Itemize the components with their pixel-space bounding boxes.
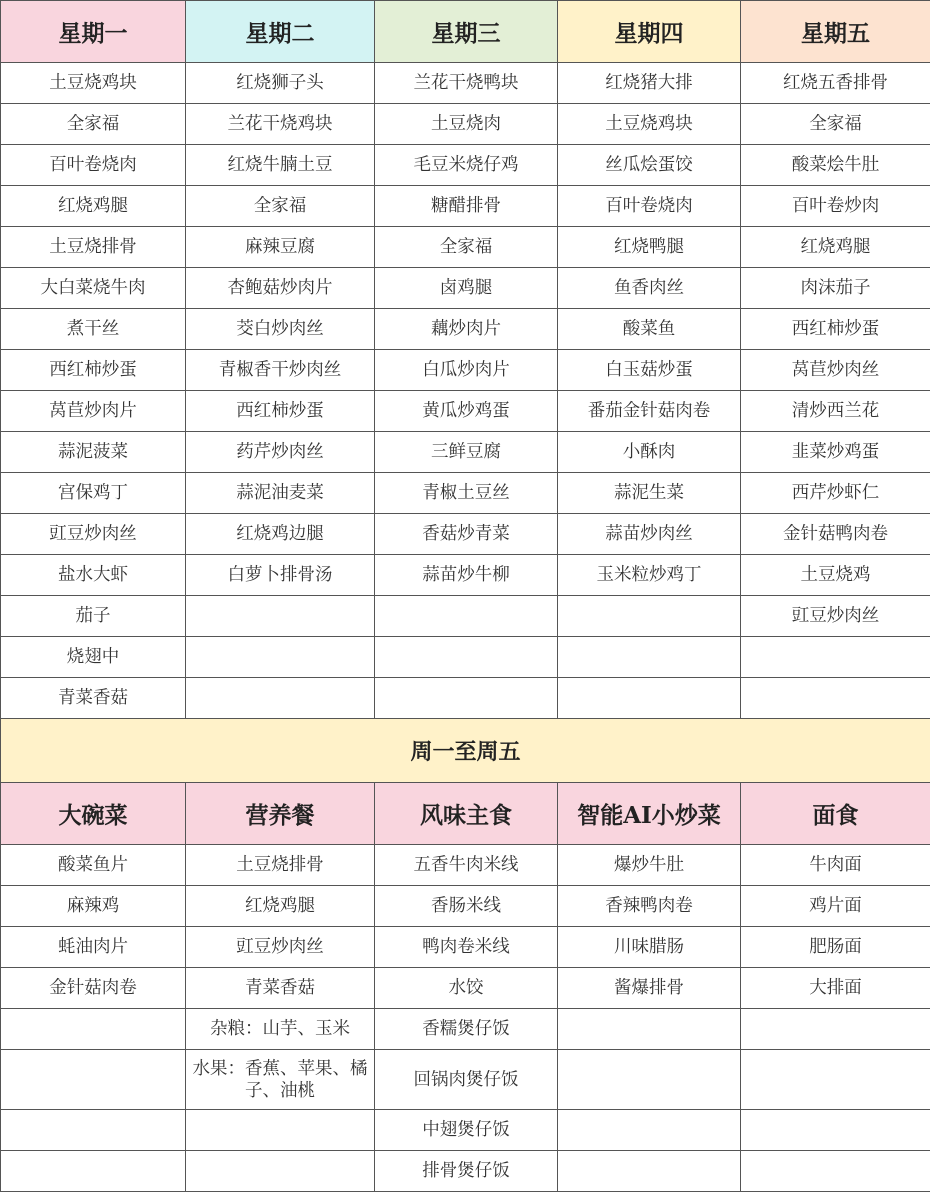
menu-item: 土豆烧鸡块 <box>558 104 741 145</box>
menu-item <box>186 596 375 637</box>
menu-item <box>186 1110 375 1151</box>
weekly-row <box>1 186 930 227</box>
menu-item <box>558 678 741 719</box>
weekly-row <box>1 555 930 596</box>
menu-item: 土豆烧肉 <box>375 104 558 145</box>
menu-item: 水饺 <box>375 968 558 1009</box>
menu-item: 大排面 <box>741 968 930 1009</box>
menu-item: 豇豆炒肉丝 <box>741 596 930 637</box>
menu-item: 鸭肉卷米线 <box>375 927 558 968</box>
menu-item: 卤鸡腿 <box>375 268 558 309</box>
banner-row <box>1 719 930 783</box>
menu-item: 青椒土豆丝 <box>375 473 558 514</box>
menu-item <box>741 1151 930 1192</box>
menu-item: 蒜泥油麦菜 <box>186 473 375 514</box>
weekly-row <box>1 145 930 186</box>
weekly-row <box>1 473 930 514</box>
menu-item: 蒜苗炒牛柳 <box>375 555 558 596</box>
menu-item: 酱爆排骨 <box>558 968 741 1009</box>
menu-item: 西红柿炒蛋 <box>741 309 930 350</box>
weekly-row <box>1 350 930 391</box>
weekly-row <box>1 227 930 268</box>
menu-item: 香肠米线 <box>375 886 558 927</box>
menu-item: 金针菇肉卷 <box>1 968 186 1009</box>
weekly-row <box>1 514 930 555</box>
menu-item <box>186 1151 375 1192</box>
menu-item: 杂粮：山芋、玉米 <box>186 1009 375 1050</box>
menu-item: 白萝卜排骨汤 <box>186 555 375 596</box>
menu-item: 金针菇鸭肉卷 <box>741 514 930 555</box>
menu-item <box>375 637 558 678</box>
weekly-row <box>1 104 930 145</box>
menu-item: 回锅肉煲仔饭 <box>375 1050 558 1110</box>
daily-row <box>1 1009 930 1050</box>
weekly-header-row <box>1 1 930 63</box>
menu-item <box>1 1110 186 1151</box>
banner-section <box>1 719 930 845</box>
menu-item: 韭菜炒鸡蛋 <box>741 432 930 473</box>
menu-item: 五香牛肉米线 <box>375 845 558 886</box>
menu-item: 蒜泥菠菜 <box>1 432 186 473</box>
menu-item: 麻辣鸡 <box>1 886 186 927</box>
header-thursday: 星期四 <box>558 1 741 63</box>
menu-item: 蚝油肉片 <box>1 927 186 968</box>
header-ai-stir-fry: 智能AI小炒菜 <box>558 783 741 845</box>
menu-item: 莴苣炒肉片 <box>1 391 186 432</box>
menu-item <box>558 637 741 678</box>
menu-item: 红烧鸡腿 <box>186 886 375 927</box>
menu-item <box>1 1151 186 1192</box>
menu-item: 肉沫茄子 <box>741 268 930 309</box>
weekly-row <box>1 596 930 637</box>
menu-item: 排骨煲仔饭 <box>375 1151 558 1192</box>
menu-item: 酸菜鱼片 <box>1 845 186 886</box>
menu-item: 宫保鸡丁 <box>1 473 186 514</box>
daily-header-row <box>1 783 930 845</box>
menu-item: 红烧鸡腿 <box>1 186 186 227</box>
menu-item <box>741 1110 930 1151</box>
menu-item: 茭白炒肉丝 <box>186 309 375 350</box>
weekly-body <box>1 63 930 719</box>
menu-item: 青椒香干炒肉丝 <box>186 350 375 391</box>
menu-item: 香糯煲仔饭 <box>375 1009 558 1050</box>
daily-body <box>1 845 930 1192</box>
menu-item: 杏鲍菇炒肉片 <box>186 268 375 309</box>
menu-item: 百叶卷烧肉 <box>558 186 741 227</box>
menu-item: 丝瓜烩蛋饺 <box>558 145 741 186</box>
header-noodles: 面食 <box>741 783 930 845</box>
daily-row <box>1 1050 930 1110</box>
section-banner: 周一至周五 <box>1 719 930 783</box>
menu-item: 煮干丝 <box>1 309 186 350</box>
menu-item: 鸡片面 <box>741 886 930 927</box>
menu-item: 西芹炒虾仁 <box>741 473 930 514</box>
menu-item: 红烧猪大排 <box>558 63 741 104</box>
weekly-row <box>1 678 930 719</box>
menu-item: 糖醋排骨 <box>375 186 558 227</box>
weekly-row <box>1 63 930 104</box>
menu-item: 麻辣豆腐 <box>186 227 375 268</box>
menu-item: 中翅煲仔饭 <box>375 1110 558 1151</box>
menu-item: 大白菜烧牛肉 <box>1 268 186 309</box>
menu-item: 红烧五香排骨 <box>741 63 930 104</box>
menu-item: 药芹炒肉丝 <box>186 432 375 473</box>
weekly-row <box>1 391 930 432</box>
menu-item: 土豆烧鸡 <box>741 555 930 596</box>
menu-item: 西红柿炒蛋 <box>1 350 186 391</box>
menu-item: 土豆烧排骨 <box>1 227 186 268</box>
daily-row <box>1 886 930 927</box>
menu-item: 茄子 <box>1 596 186 637</box>
menu-item: 西红柿炒蛋 <box>186 391 375 432</box>
menu-item: 百叶卷炒肉 <box>741 186 930 227</box>
daily-row <box>1 968 930 1009</box>
menu-item: 白瓜炒肉片 <box>375 350 558 391</box>
menu-item: 鱼香肉丝 <box>558 268 741 309</box>
weekly-section <box>1 1 930 63</box>
menu-item <box>375 596 558 637</box>
daily-row <box>1 845 930 886</box>
menu-item: 莴苣炒肉丝 <box>741 350 930 391</box>
menu-item: 兰花干烧鸡块 <box>186 104 375 145</box>
menu-item: 香辣鸭肉卷 <box>558 886 741 927</box>
header-tuesday: 星期二 <box>186 1 375 63</box>
menu-item: 爆炒牛肚 <box>558 845 741 886</box>
menu-item <box>375 678 558 719</box>
menu-item <box>741 1009 930 1050</box>
menu-item <box>558 1009 741 1050</box>
menu-item: 水果：香蕉、苹果、橘子、油桃 <box>186 1050 375 1110</box>
menu-item: 红烧牛腩土豆 <box>186 145 375 186</box>
menu-item: 小酥肉 <box>558 432 741 473</box>
menu-item: 百叶卷烧肉 <box>1 145 186 186</box>
menu-item: 川味腊肠 <box>558 927 741 968</box>
menu-item: 藕炒肉片 <box>375 309 558 350</box>
menu-item <box>1 1050 186 1110</box>
menu-item <box>186 678 375 719</box>
menu-item: 酸菜烩牛肚 <box>741 145 930 186</box>
weekly-row <box>1 268 930 309</box>
header-flavor-staple: 风味主食 <box>375 783 558 845</box>
menu-item <box>558 1151 741 1192</box>
menu-item: 红烧鸡边腿 <box>186 514 375 555</box>
menu-item <box>558 1110 741 1151</box>
header-big-bowl: 大碗菜 <box>1 783 186 845</box>
daily-row <box>1 1110 930 1151</box>
menu-item: 香菇炒青菜 <box>375 514 558 555</box>
menu-item: 兰花干烧鸭块 <box>375 63 558 104</box>
header-nutrition-meal: 营养餐 <box>186 783 375 845</box>
menu-item: 青菜香菇 <box>186 968 375 1009</box>
menu-item: 红烧鸡腿 <box>741 227 930 268</box>
menu-item <box>1 1009 186 1050</box>
menu-item: 黄瓜炒鸡蛋 <box>375 391 558 432</box>
menu-item <box>741 637 930 678</box>
menu-item: 三鲜豆腐 <box>375 432 558 473</box>
menu-item: 红烧鸭腿 <box>558 227 741 268</box>
menu-item: 全家福 <box>1 104 186 145</box>
weekly-row <box>1 637 930 678</box>
menu-item: 青菜香菇 <box>1 678 186 719</box>
menu-item: 蒜苗炒肉丝 <box>558 514 741 555</box>
menu-item <box>741 678 930 719</box>
weekly-row <box>1 309 930 350</box>
menu-item: 红烧狮子头 <box>186 63 375 104</box>
menu-item: 番茄金针菇肉卷 <box>558 391 741 432</box>
menu-item <box>558 1050 741 1110</box>
header-friday: 星期五 <box>741 1 930 63</box>
menu-item: 全家福 <box>186 186 375 227</box>
weekly-row <box>1 432 930 473</box>
daily-row <box>1 927 930 968</box>
menu-item: 全家福 <box>375 227 558 268</box>
menu-item: 玉米粒炒鸡丁 <box>558 555 741 596</box>
header-monday: 星期一 <box>1 1 186 63</box>
menu-item: 烧翅中 <box>1 637 186 678</box>
menu-item: 盐水大虾 <box>1 555 186 596</box>
menu-item <box>741 1050 930 1110</box>
menu-item: 酸菜鱼 <box>558 309 741 350</box>
menu-item: 牛肉面 <box>741 845 930 886</box>
menu-item: 白玉菇炒蛋 <box>558 350 741 391</box>
menu-item <box>558 596 741 637</box>
menu-item: 毛豆米烧仔鸡 <box>375 145 558 186</box>
menu-item: 全家福 <box>741 104 930 145</box>
daily-row <box>1 1151 930 1192</box>
menu-item: 蒜泥生菜 <box>558 473 741 514</box>
menu-item: 土豆烧鸡块 <box>1 63 186 104</box>
menu-item: 清炒西兰花 <box>741 391 930 432</box>
menu-item: 土豆烧排骨 <box>186 845 375 886</box>
menu-item: 肥肠面 <box>741 927 930 968</box>
header-wednesday: 星期三 <box>375 1 558 63</box>
menu-item <box>186 637 375 678</box>
menu-item: 豇豆炒肉丝 <box>1 514 186 555</box>
menu-item: 豇豆炒肉丝 <box>186 927 375 968</box>
